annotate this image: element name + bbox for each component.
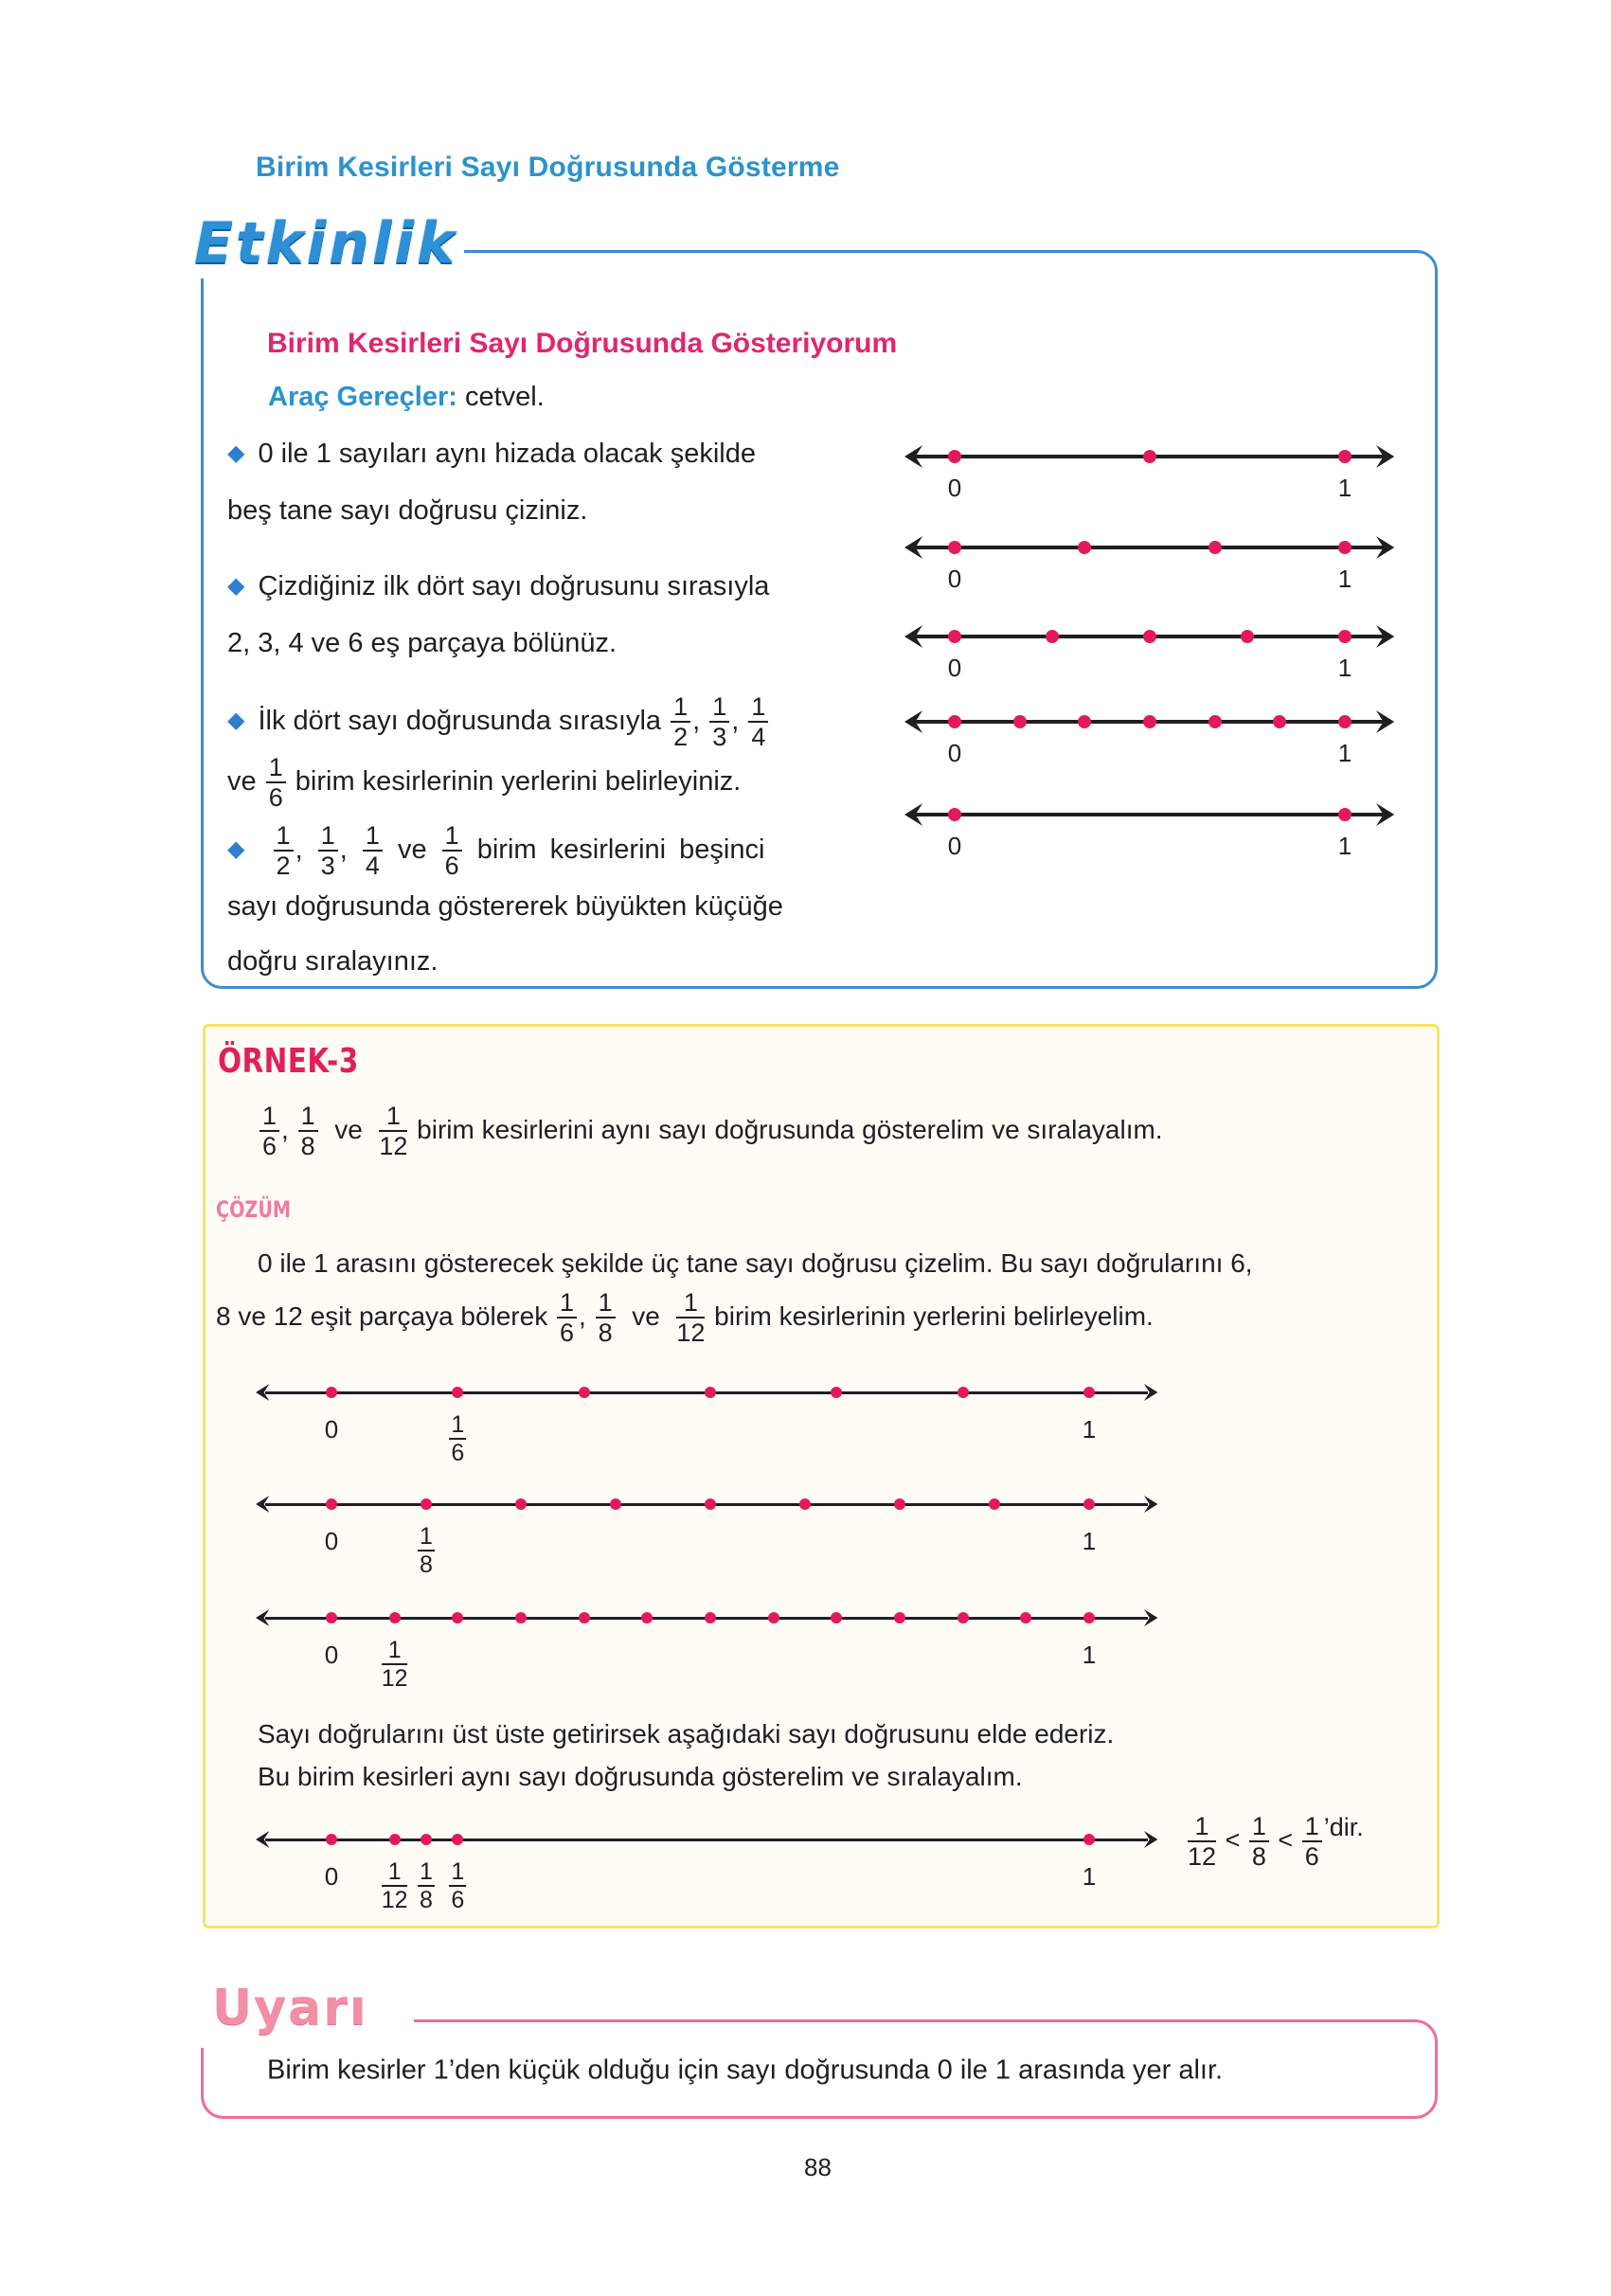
example-question: $\frac{1}{6}$ , $\frac{1}{8}$ ve $\frac{1}{12}$ birim kesirlerini aynı sayı doğrusunda gösterelim ve sıralayalım. xyxy=(258,1103,1163,1159)
fraction: $\frac{1}{8}$ xyxy=(1249,1814,1269,1870)
diamond-bullet-icon: ◆ xyxy=(227,836,245,862)
fraction: $\frac{1}{4}$ xyxy=(363,823,383,879)
tools-value: cetvel. xyxy=(456,382,545,412)
tick-label-fraction: $\frac{1}{8}$ xyxy=(420,1858,433,1913)
point-dot xyxy=(515,1498,527,1510)
tick-label-fraction: $\frac{1}{12}$ xyxy=(381,1637,408,1692)
combine-line-1: Sayı doğrularını üst üste getirirsek aşağıdaki sayı doğrusunu elde ederiz. xyxy=(258,1719,1115,1749)
point-dot xyxy=(799,1498,811,1510)
fraction: $\frac{1}{6}$ xyxy=(557,1290,577,1346)
page-number: 88 xyxy=(804,2153,832,2181)
point-dot xyxy=(768,1612,779,1623)
point-dot xyxy=(1083,1498,1095,1510)
activity-title: Birim Kesirleri Sayı Doğrusunda Gösteriyorum xyxy=(267,328,898,359)
point-dot xyxy=(1046,630,1059,643)
point-dot xyxy=(579,1387,590,1398)
point-dot xyxy=(705,1387,716,1398)
point-dot xyxy=(1338,450,1351,463)
solution-line-1: 0 ile 1 arasını gösterecek şekilde üç tane sayı doğrusu çizelim. Bu sayı doğrularını 6, xyxy=(258,1248,1253,1278)
point-dot xyxy=(1338,541,1351,554)
ordering-result: $\frac{1}{12}$ < $\frac{1}{8}$ < $\frac{1}{6}$ ’dir. xyxy=(1188,1812,1364,1871)
tools-label: Araç Gereçler: xyxy=(268,382,457,412)
number-line xyxy=(914,546,1385,549)
arrow-right-icon xyxy=(1376,445,1394,468)
fraction: $\frac{1}{3}$ xyxy=(318,823,338,879)
arrow-right-icon xyxy=(1144,1609,1157,1626)
point-dot xyxy=(1338,808,1351,821)
point-dot xyxy=(326,1498,337,1510)
arrow-left-icon xyxy=(904,710,922,733)
point-dot xyxy=(705,1612,716,1623)
tick-label-one: 1 xyxy=(1082,1862,1097,1891)
point-dot xyxy=(1143,715,1156,728)
point-dot xyxy=(1208,715,1222,728)
tick-label-one: 1 xyxy=(1337,739,1352,767)
point-dot xyxy=(1241,630,1254,643)
tick-label-one: 1 xyxy=(1337,832,1352,860)
tick-label-zero: 0 xyxy=(947,832,962,860)
tick-label-one: 1 xyxy=(1337,474,1352,502)
tick-label-zero: 0 xyxy=(947,739,962,767)
point-dot xyxy=(1013,715,1027,728)
point-dot xyxy=(948,808,961,821)
tick-label-one: 1 xyxy=(1082,1527,1097,1555)
point-dot xyxy=(389,1834,401,1845)
tick-label-zero: 0 xyxy=(947,565,962,593)
tick-label-zero: 0 xyxy=(324,1641,339,1669)
activity-logo: Etkinlik xyxy=(194,210,457,277)
arrow-right-icon xyxy=(1376,803,1394,826)
point-dot xyxy=(989,1498,1000,1510)
arrow-left-icon xyxy=(256,1384,269,1401)
point-dot xyxy=(1083,1834,1095,1845)
point-dot xyxy=(1143,450,1156,463)
point-dot xyxy=(705,1498,716,1510)
point-dot xyxy=(1338,715,1351,728)
tick-label-one: 1 xyxy=(1082,1641,1097,1669)
point-dot xyxy=(421,1498,432,1510)
fraction: $\frac{1}{6}$ xyxy=(260,1103,279,1159)
arrow-left-icon xyxy=(904,803,922,826)
fraction: $\frac{1}{6}$ xyxy=(1302,1814,1322,1870)
point-dot xyxy=(1208,541,1222,554)
arrow-right-icon xyxy=(1144,1496,1157,1513)
point-dot xyxy=(515,1612,527,1623)
point-dot xyxy=(948,630,961,643)
tick-label-zero: 0 xyxy=(947,654,962,682)
arrow-right-icon xyxy=(1376,625,1394,648)
tick-label-fraction: $\frac{1}{12}$ xyxy=(381,1858,408,1913)
tick-label-fraction: $\frac{1}{8}$ xyxy=(420,1523,433,1578)
diamond-bullet-icon: ◆ xyxy=(227,708,245,733)
arrow-right-icon xyxy=(1144,1384,1157,1401)
tick-label-zero: 0 xyxy=(324,1862,339,1891)
fraction: $\frac{1}{4}$ xyxy=(748,694,768,750)
fraction: $\frac{1}{12}$ xyxy=(379,1102,408,1160)
point-dot xyxy=(579,1612,590,1623)
fraction: $\frac{1}{6}$ xyxy=(266,755,286,811)
arrow-right-icon xyxy=(1376,710,1394,733)
point-dot xyxy=(1143,630,1156,643)
step-1: ◆ 0 ile 1 sayıları aynı hizada olacak şekilde beş tane sayı doğrusu çiziniz. xyxy=(227,439,756,526)
tick-label-one: 1 xyxy=(1337,654,1352,682)
point-dot xyxy=(958,1387,969,1398)
point-dot xyxy=(326,1387,337,1398)
tick-label-zero: 0 xyxy=(324,1415,339,1444)
point-dot xyxy=(958,1612,969,1623)
point-dot xyxy=(1338,630,1351,643)
step-3: ◆ İlk dört sayı doğrusunda sırasıyla $\frac{1}{2}$ , $\frac{1}{3}$ , $\frac{1}{4}$ ve $\frac{1}{6}$ birim kesirlerinin yerlerini belirleyiniz. xyxy=(227,691,862,811)
arrow-left-icon xyxy=(904,625,922,648)
tick-label-fraction: $\frac{1}{6}$ xyxy=(451,1858,465,1913)
arrow-right-icon xyxy=(1376,536,1394,559)
fraction: $\frac{1}{8}$ xyxy=(596,1290,616,1346)
point-dot xyxy=(894,1612,905,1623)
warning-text: Birim kesirler 1’den küçük olduğu için sayı doğrusunda 0 ile 1 arasında yer alır. xyxy=(267,2054,1224,2086)
tick-label-one: 1 xyxy=(1082,1415,1097,1444)
point-dot xyxy=(948,450,961,463)
solution-label: ÇÖZÜM xyxy=(216,1196,292,1223)
arrow-right-icon xyxy=(1144,1831,1157,1848)
arrow-left-icon xyxy=(256,1609,269,1626)
point-dot xyxy=(948,541,961,554)
arrow-left-icon xyxy=(904,536,922,559)
solution-line-2: 8 ve 12 eşit parçaya bölerek $\frac{1}{6}$ , $\frac{1}{8}$ ve $\frac{1}{12}$ birim kesirlerinin yerlerini belirleyelim. xyxy=(216,1288,1154,1347)
point-dot xyxy=(948,715,961,728)
point-dot xyxy=(1083,1387,1095,1398)
point-dot xyxy=(610,1498,621,1510)
warning-logo: Uyarı xyxy=(212,1980,368,2036)
example-title: ÖRNEK-3 xyxy=(218,1042,359,1081)
diamond-bullet-icon: ◆ xyxy=(227,573,245,599)
tools-line xyxy=(268,382,545,413)
step-2: ◆ Çizdiğiniz ilk dört sayı doğrusunu sırasıyla 2, 3, 4 ve 6 eş parçaya bölünüz. xyxy=(227,571,770,658)
point-dot xyxy=(894,1498,905,1510)
fraction: $\frac{1}{3}$ xyxy=(709,694,729,750)
tick-label-one: 1 xyxy=(1337,565,1352,593)
tick-label-fraction: $\frac{1}{6}$ xyxy=(451,1411,465,1466)
point-dot xyxy=(326,1834,337,1845)
arrow-left-icon xyxy=(256,1831,269,1848)
tick-label-zero: 0 xyxy=(947,474,962,502)
arrow-left-icon xyxy=(256,1496,269,1513)
section-title: Birim Kesirleri Sayı Doğrusunda Gösterme xyxy=(256,152,840,183)
fraction: $\frac{1}{8}$ xyxy=(298,1103,318,1159)
fraction: $\frac{1}{2}$ xyxy=(274,823,294,879)
step-4: ◆ $\frac{1}{2}$ , $\frac{1}{3}$ , $\frac{1}{4}$ ve $\frac{1}{6}$ birim kesirlerini beşinci sayı doğrusunda göstererek büyükten küçüğe doğru sıralayınız. xyxy=(227,820,783,977)
fraction: $\frac{1}{6}$ xyxy=(442,823,462,879)
fraction: $\frac{1}{2}$ xyxy=(671,694,690,750)
diamond-bullet-icon: ◆ xyxy=(227,440,245,466)
tick-label-zero: 0 xyxy=(324,1527,339,1555)
combine-line-2: Bu birim kesirleri aynı sayı doğrusunda gösterelim ve sıralayalım. xyxy=(258,1762,1023,1791)
arrow-left-icon xyxy=(904,445,922,468)
point-dot xyxy=(1083,1612,1095,1623)
point-dot xyxy=(389,1612,401,1623)
fraction: $\frac{1}{12}$ xyxy=(676,1288,706,1347)
number-line xyxy=(914,813,1385,816)
fraction: $\frac{1}{12}$ xyxy=(1188,1812,1217,1871)
point-dot xyxy=(421,1834,432,1845)
point-dot xyxy=(326,1612,337,1623)
